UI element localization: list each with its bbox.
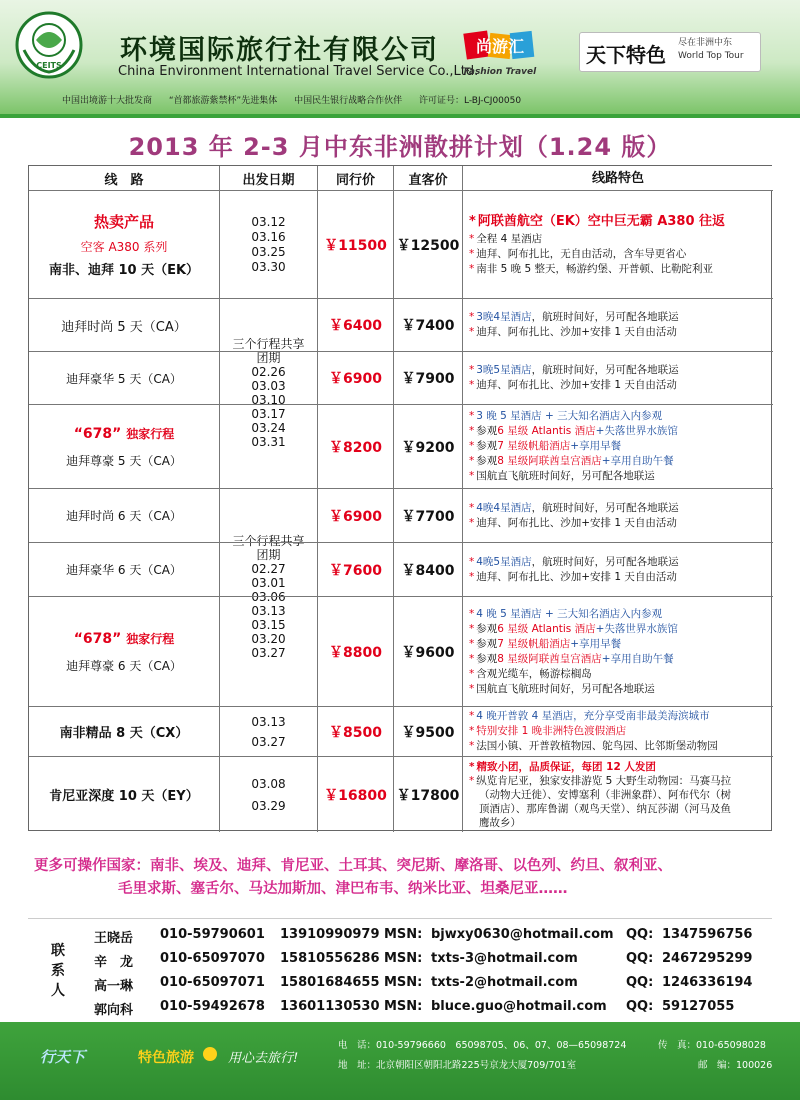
features-cell — [462, 405, 773, 488]
feature-line: * 阿联酋航空（EK）空中巨无霸 A380 往返 — [469, 214, 726, 229]
contact-name: 王晓岳 — [94, 931, 134, 946]
feature-line: * 全程 4 星酒店 — [469, 233, 543, 245]
contact-msn[interactable]: txts-3@hotmail.com — [431, 951, 578, 966]
table-row — [29, 298, 773, 351]
footer-logos — [40, 1036, 320, 1076]
footer-fax: 传 真：010-65098028 — [658, 1040, 766, 1051]
header-banner — [0, 0, 800, 118]
feature-line: * 含观光缆车，畅游棕榈岛 — [469, 667, 592, 680]
route-name: 迪拜尊豪 5 天（CA） — [66, 453, 182, 468]
feature-line: * 参观7 星级帆船酒店+享用早餐 — [469, 440, 622, 452]
date: 03.10 — [251, 393, 286, 407]
page-title: 2013 年 2-3 月中东非洲散拼计划（1.24 版） — [128, 133, 672, 161]
contact-name: 郭向科 — [94, 1003, 134, 1018]
feature-line: * 3 晚 5 星酒店 + 三大知名酒店入内参观 — [469, 410, 663, 422]
contact-msn[interactable]: txts-2@hotmail.com — [431, 975, 578, 990]
feature-line: * 纵览肯尼亚，独家安排游览 5 大野生动物园：马赛马拉 — [469, 774, 732, 787]
wtt-cn: 尽在非洲中东 — [678, 38, 733, 48]
wtt-en: World Top Tour — [678, 51, 744, 61]
departure-dates — [219, 191, 317, 298]
qq-label: QQ: — [626, 951, 654, 966]
table-row — [29, 756, 773, 832]
direct-price: ￥8400 — [393, 543, 462, 596]
date: 02.26 — [251, 365, 286, 379]
shared-label: 团期 — [256, 351, 281, 365]
feature-line: * 参观6 星级 Atlantis 酒店+失落世界水族馆 — [469, 622, 678, 635]
contact-tel[interactable]: 010-59790601 — [160, 927, 265, 942]
date: 03.27 — [251, 646, 286, 660]
route-name: 肯尼亚深度 10 天（EY） — [49, 789, 199, 804]
peer-price: ￥6900 — [317, 352, 393, 404]
features-cell — [462, 299, 773, 351]
direct-price: ￥9500 — [393, 707, 462, 756]
shared-label: 团期 — [256, 548, 281, 562]
date: 03.31 — [251, 435, 286, 449]
features-cell — [462, 352, 773, 404]
hot-product-label: 热卖产品 — [93, 213, 154, 231]
date: 03.13 — [251, 714, 286, 729]
fashion-logo-sub: Fashion Travel — [463, 67, 537, 77]
date: 03.13 — [251, 604, 286, 618]
table-row — [29, 351, 773, 404]
departure-dates — [219, 707, 317, 756]
table-header-row — [29, 166, 773, 190]
feature-line: * 参观7 星级帆船酒店+享用早餐 — [469, 637, 622, 650]
date: 03.01 — [251, 576, 286, 590]
credential: 中国出境游十大批发商 — [62, 96, 153, 106]
peer-price: ￥6900 — [317, 489, 393, 542]
contact-tel[interactable]: 010-59492678 — [160, 999, 265, 1014]
feature-line: * 法国小镇、开普敦植物园、鸵鸟园、比邻斯堡动物园 — [469, 740, 718, 752]
table-row — [29, 596, 773, 706]
direct-price: ￥9200 — [393, 405, 462, 488]
itinerary-table — [28, 165, 772, 831]
date: 03.12 — [251, 214, 286, 229]
shared-label: 三个行程共享 — [232, 534, 305, 548]
a380-series-label: 空客 A380 系列 — [80, 240, 168, 254]
contact-msn[interactable]: bluce.guo@hotmail.com — [431, 999, 607, 1014]
header-features: 线路特色 — [462, 166, 773, 190]
date: 03.06 — [251, 590, 286, 604]
qq-label: QQ: — [626, 975, 654, 990]
peer-price: ￥16800 — [317, 757, 393, 832]
more-line: 更多可操作国家：南非、埃及、迪拜、肯尼亚、土耳其、突尼斯、摩洛哥、以色列、约旦、叙利亚、 — [34, 858, 672, 874]
features-cell — [462, 707, 773, 756]
feature-line: * 4 晚开普敦 4 星酒店，充分享受南非最美海滨城市 — [469, 710, 710, 722]
departure-dates — [219, 757, 317, 832]
features-cell — [462, 543, 773, 596]
company-name-cn: 环境国际旅行社有限公司 — [120, 35, 439, 66]
date: 03.30 — [251, 259, 286, 274]
msn-label: MSN: — [384, 975, 423, 990]
date: 03.24 — [251, 421, 286, 435]
feature-line: * 南非 5 晚 5 整天，畅游约堡、开普顿、比勒陀利亚 — [469, 263, 713, 275]
feature-line: * 精致小团，品质保证，每团 12 人发团 — [469, 760, 656, 773]
direct-price: ￥7700 — [393, 489, 462, 542]
table-row — [29, 190, 773, 298]
footer-postcode: 邮 编：100026 — [698, 1060, 773, 1071]
date: 03.27 — [251, 734, 286, 749]
feature-line: 顶酒店）、那库鲁湖（观鸟天堂）、纳瓦莎湖（河马及鱼 — [479, 802, 731, 815]
footer-info — [338, 1036, 773, 1076]
feature-line: * 4晚4星酒店，航班时间好，另可配各地联运 — [469, 501, 679, 514]
wtt-main: 天下特色 — [586, 43, 666, 67]
route-name: 迪拜时尚 5 天（CA） — [61, 319, 187, 335]
direct-price: ￥7900 — [393, 352, 462, 404]
header-credentials — [62, 93, 535, 106]
footer-banner — [0, 1022, 800, 1100]
feature-line: * 特别安排 1 晚非洲特色渡假酒店 — [469, 725, 627, 737]
fashion-travel-logo — [463, 30, 537, 82]
route-name: 迪拜豪华 5 天（CA） — [66, 371, 182, 386]
footer-phone: 电 话：010-59796660 65098705、06、07、08—65098724 — [338, 1040, 627, 1051]
contact-tel[interactable]: 010-65097070 — [160, 951, 265, 966]
contact-mobile[interactable]: 15801684655 — [280, 975, 380, 990]
ceits-logo-icon — [14, 10, 84, 80]
peer-price: ￥8800 — [317, 597, 393, 706]
shared-label: 三个行程共享 — [232, 337, 305, 351]
route-cell — [29, 597, 219, 706]
msn-label: MSN: — [384, 999, 423, 1014]
route-cell — [29, 405, 219, 488]
feature-line: * 参观8 星级阿联酋皇宫酒店+享用自助午餐 — [469, 455, 674, 467]
route-name: 迪拜时尚 6 天（CA） — [66, 509, 182, 523]
table-row — [29, 706, 773, 756]
contact-qq[interactable]: 1246336194 — [662, 975, 753, 990]
contacts-label: 联 系 人 — [51, 943, 65, 999]
route-cell — [29, 191, 219, 298]
date: 03.29 — [251, 798, 286, 813]
license-number: 许可证号：L-BJ-CJ00050 — [418, 96, 522, 106]
exclusive-label: “678” 独家行程 — [73, 425, 175, 442]
table-row — [29, 488, 773, 542]
peer-price: ￥8500 — [317, 707, 393, 756]
slogan: 用心去旅行! — [228, 1051, 299, 1066]
peer-price: ￥7600 — [317, 543, 393, 596]
peer-price: ￥8200 — [317, 405, 393, 488]
more-line: 毛里求斯、塞舌尔、马达加斯加、津巴布韦、纳米比亚、坦桑尼亚…… — [118, 881, 568, 897]
logo-xingtianxia: 行天下 — [40, 1048, 86, 1066]
contact-qq[interactable]: 2467295299 — [662, 951, 753, 966]
feature-line: * 4晚5星酒店，航班时间好，另可配各地联运 — [469, 555, 679, 568]
features-cell — [462, 191, 773, 298]
feature-line: * 参观8 星级阿联酋皇宫酒店+享用自助午餐 — [469, 652, 674, 665]
header-date: 出发日期 — [219, 166, 317, 190]
credential: “首都旅游紫禁杯”先进集体 — [168, 96, 278, 106]
date: 02.27 — [251, 562, 286, 576]
credential: 中国民生银行战略合作伙伴 — [294, 96, 403, 106]
contact-mobile[interactable]: 15810556286 — [280, 951, 380, 966]
contact-qq[interactable]: 59127055 — [662, 999, 735, 1014]
logo-tese-lvyou: 特色旅游 — [138, 1050, 194, 1066]
direct-price: ￥9600 — [393, 597, 462, 706]
footer-address: 地 址：北京朝阳区朝阳北路225号京龙大厦709/701室 — [338, 1060, 577, 1071]
feature-line: * 迪拜、阿布扎比，无自由活动，含车导更省心 — [469, 248, 687, 260]
wtt-sub — [678, 37, 744, 63]
table-row — [29, 542, 773, 596]
date: 03.15 — [251, 618, 286, 632]
route-name: 南非精品 8 天（CX） — [59, 726, 189, 741]
header-peer-price: 同行价 — [317, 166, 393, 190]
feature-line: （动物大迁徙）、安博塞利（非洲象群）、阿布代尔（树 — [479, 788, 731, 801]
contact-tel[interactable]: 010-65097071 — [160, 975, 265, 990]
feature-line: * 4 晚 5 星酒店 + 三大知名酒店入内参观 — [469, 607, 663, 620]
company-name-en: China Environment International Travel Service Co.,Ltd. — [118, 64, 479, 79]
date: 03.08 — [251, 776, 286, 791]
route-name: 迪拜豪华 6 天（CA） — [66, 563, 182, 577]
contact-name: 高一琳 — [94, 979, 134, 994]
msn-label: MSN: — [384, 927, 423, 942]
date: 03.25 — [251, 244, 286, 259]
contact-mobile[interactable]: 13910990979 — [280, 927, 380, 942]
feature-line: * 参观6 星级 Atlantis 酒店+失落世界水族馆 — [469, 425, 678, 437]
feature-line: * 迪拜、阿布扎比、沙加+安排 1 天自由活动 — [469, 570, 677, 583]
feature-line: * 迪拜、阿布扎比、沙加+安排 1 天自由活动 — [469, 516, 677, 529]
contact-mobile[interactable]: 13601130530 — [280, 999, 380, 1014]
date: 03.16 — [251, 229, 286, 244]
feature-line: * 3晚5星酒店，航班时间好，另可配各地联运 — [469, 364, 679, 376]
peer-price: ￥11500 — [317, 191, 393, 298]
table-row — [29, 404, 773, 488]
feature-line: * 迪拜、阿布扎比、沙加+安排 1 天自由活动 — [469, 326, 677, 338]
direct-price: ￥7400 — [393, 299, 462, 351]
qq-label: QQ: — [626, 927, 654, 942]
date: 03.20 — [251, 632, 286, 646]
msn-label: MSN: — [384, 951, 423, 966]
contact-msn[interactable]: bjwxy0630@hotmail.com — [431, 927, 614, 942]
sun-icon — [203, 1047, 217, 1061]
feature-line: * 国航直飞航班时间好，另可配各地联运 — [469, 682, 655, 695]
feature-line: * 3晚4星酒店，航班时间好，另可配各地联运 — [469, 311, 679, 323]
feature-line: * 国航直飞航班时间好，另可配各地联运 — [469, 470, 655, 482]
features-cell — [462, 757, 773, 832]
date: 03.17 — [251, 407, 286, 421]
world-top-tour-logo — [579, 32, 761, 72]
exclusive-label: “678” 独家行程 — [73, 630, 175, 647]
direct-price: ￥17800 — [393, 757, 462, 832]
qq-label: QQ: — [626, 999, 654, 1014]
features-cell — [462, 489, 773, 542]
contacts-section — [28, 918, 772, 1020]
date: 03.03 — [251, 379, 286, 393]
direct-price: ￥12500 — [393, 191, 462, 298]
fashion-logo-text: 尚游汇 — [475, 37, 525, 56]
contact-qq[interactable]: 1347596756 — [662, 927, 753, 942]
header-route: 线 路 — [29, 166, 219, 190]
logo-text: CEITS — [36, 61, 62, 70]
route-name: 迪拜尊豪 6 天（CA） — [66, 658, 182, 673]
features-cell — [462, 597, 773, 706]
feature-line: * 迪拜、阿布扎比、沙加+安排 1 天自由活动 — [469, 379, 677, 391]
more-destinations — [28, 855, 772, 901]
header-direct-price: 直客价 — [393, 166, 462, 190]
contact-name: 辛 龙 — [94, 955, 134, 970]
route-name: 南非、迪拜 10 天（EK） — [48, 263, 200, 278]
feature-line: 鹰故乡） — [479, 816, 521, 829]
peer-price: ￥6400 — [317, 299, 393, 351]
